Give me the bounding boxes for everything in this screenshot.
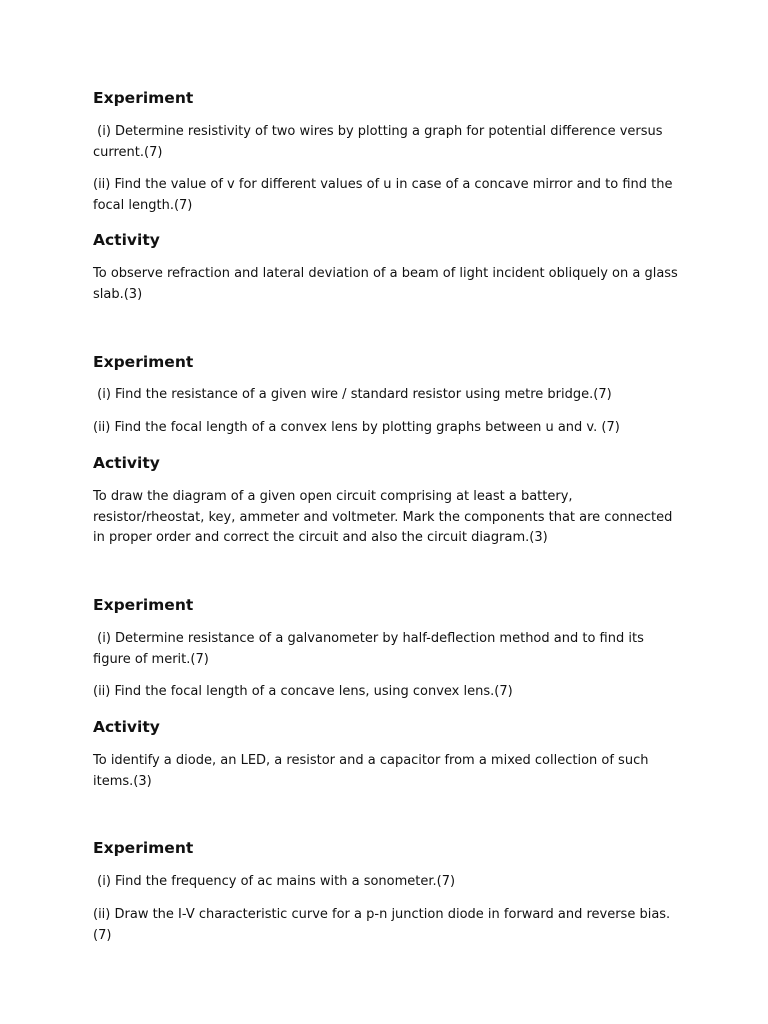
experiment-item: (ii) Find the focal length of a convex lens by plotting graphs between u and v. (7) bbox=[93, 420, 620, 435]
experiment-item: (ii) Find the focal length of a concave lens, using convex lens.(7) bbox=[93, 684, 513, 699]
document-page bbox=[93, 0, 683, 1024]
experiment-heading: Experiment bbox=[93, 353, 194, 371]
activity-heading: Activity bbox=[93, 231, 160, 249]
experiment-item: (i) Determine resistivity of two wires by plotting a graph for potential difference versus current.(7) bbox=[93, 124, 667, 160]
activity-text: To observe refraction and lateral deviation of a beam of light incident obliquely on a glass slab.(3) bbox=[93, 266, 678, 302]
experiment-item: (i) Determine resistance of a galvanometer by half-deflection method and to find its figure of merit.(7) bbox=[93, 631, 648, 667]
experiment-heading: Experiment bbox=[93, 839, 194, 857]
experiment-item: (ii) Draw the I-V characteristic curve for a p-n junction diode in forward and reverse bias.(7) bbox=[93, 907, 671, 943]
experiment-item: (i) Find the frequency of ac mains with a sonometer.(7) bbox=[93, 874, 456, 889]
activity-heading: Activity bbox=[93, 718, 160, 736]
activity-text: To draw the diagram of a given open circuit comprising at least a battery, resistor/rheostat, key, ammeter and voltmeter. Mark the components that are connected in proper order and correct the circuit and also the circuit diagram.(3) bbox=[93, 489, 677, 545]
experiment-heading: Experiment bbox=[93, 596, 194, 614]
activity-text: To identify a diode, an LED, a resistor and a capacitor from a mixed collection of such items.(3) bbox=[93, 753, 649, 789]
experiment-item: (i) Find the resistance of a given wire / standard resistor using metre bridge.(7) bbox=[93, 387, 612, 402]
experiment-item: (ii) Find the value of v for different values of u in case of a concave mirror and to find the focal length.(7) bbox=[93, 177, 673, 213]
experiment-heading: Experiment bbox=[93, 89, 194, 107]
activity-heading: Activity bbox=[93, 454, 160, 472]
